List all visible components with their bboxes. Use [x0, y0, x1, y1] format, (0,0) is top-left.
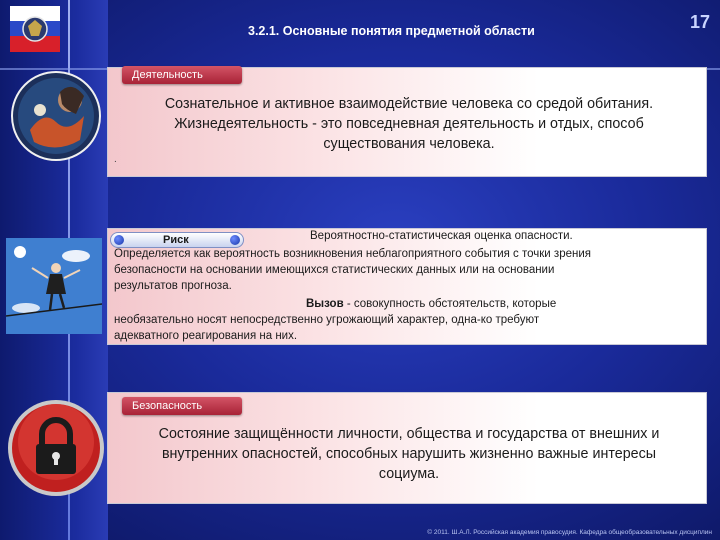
risk-text	[114, 246, 704, 294]
security-line: социума.	[378, 466, 440, 482]
bullet-dot-icon	[230, 235, 240, 245]
tightrope-walker-image	[6, 238, 102, 334]
activity-line: Сознательное и активное взаимодействие человека со средой обитания.	[164, 96, 654, 112]
security-text	[114, 424, 704, 484]
slide-title: 3.2.1. Основные понятия предметной области	[248, 24, 535, 38]
activity-label: Деятельность	[122, 66, 242, 84]
risk-label: Риск	[163, 234, 189, 246]
security-line: Состояние защищённости личности, общества и государства от внешних и	[158, 426, 660, 442]
challenge-def: необязательно носят непосредственно угрожающий характер, одна-ко требуют	[114, 314, 540, 326]
activity-line: существования человека.	[323, 136, 495, 152]
bullet-dot-icon	[114, 235, 124, 245]
challenge-text	[114, 296, 704, 344]
challenge-term: Вызов	[306, 298, 344, 310]
risk-lead: Вероятностно-статистическая оценка опасности.	[310, 230, 573, 242]
risk-line: результатов прогноза.	[114, 280, 232, 292]
activity-text	[114, 94, 704, 154]
risk-line: безопасности на основании имеющихся статистических данных или на основании	[114, 264, 555, 276]
russian-emblem-icon	[10, 6, 60, 52]
copyright-footer: © 2011. Ш.А.Л. Российская академия правосудия. Кафедра общеобразовательных дисциплин	[427, 529, 712, 536]
activity-line: Жизнедеятельность - это повседневная деятельность и отдых, способ	[174, 116, 644, 132]
challenge-def: адекватного реагирования на них.	[114, 330, 298, 342]
security-label: Безопасность	[122, 397, 242, 415]
security-line: внутренних опасностей, способных нарушить жизненно важные интересы	[161, 446, 657, 462]
challenge-def: - совокупность обстоятельств, которые	[343, 298, 557, 310]
stray-dot: .	[114, 154, 117, 165]
world-globe-image	[10, 70, 102, 162]
risk-line: Определяется как вероятность возникновения неблагоприятного события с точки зрения	[114, 248, 591, 260]
padlock-icon	[6, 398, 106, 498]
page-number: 17	[689, 12, 710, 32]
